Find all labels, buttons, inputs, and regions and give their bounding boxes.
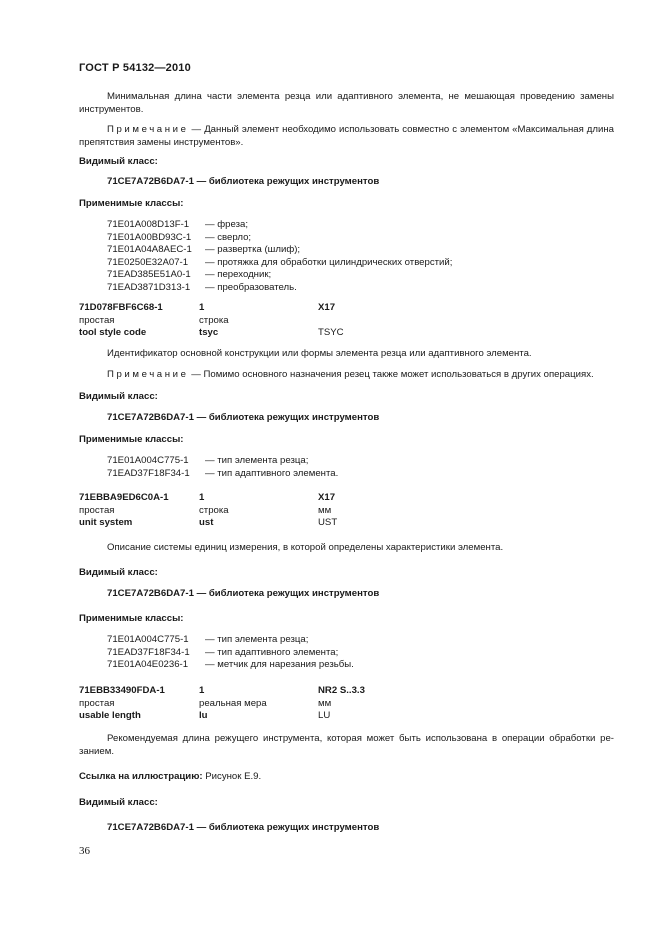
description-paragraph: Идентификатор основной конструкции или формы элемента резца или адаптивного элемента. bbox=[107, 348, 532, 359]
class-text: — тип элемента резца; bbox=[205, 455, 309, 466]
page-number: 36 bbox=[79, 845, 90, 857]
visible-class-value: 71CE7A72B6DA7-1 — библиотека режущих инструментов bbox=[107, 412, 380, 423]
class-text: — тип адаптивного элемента; bbox=[205, 646, 339, 658]
figure-reference-label: Ссылка на иллюстрацию: bbox=[79, 771, 203, 782]
visible-class-value: 71CE7A72B6DA7-1 — библиотека режущих инструментов bbox=[107, 176, 380, 187]
class-item bbox=[107, 455, 308, 468]
applicable-classes-label: Применимые классы: bbox=[79, 434, 184, 445]
property-row-id bbox=[79, 302, 619, 315]
note-label: Примечание bbox=[107, 124, 189, 135]
class-code: 71EAD3871D313-1 bbox=[107, 281, 191, 293]
visible-class-label: Видимый класс: bbox=[79, 391, 158, 402]
property-kind: простая bbox=[79, 314, 115, 326]
property-id: 71D078FBF6C68-1 bbox=[79, 302, 163, 313]
description-paragraph: Описание системы единиц измерения, в которой определены характеристики элемента. bbox=[107, 542, 504, 553]
class-text: — развертка (шлиф); bbox=[205, 244, 301, 255]
note-paragraph bbox=[79, 369, 614, 382]
class-text: — преобразователь. bbox=[205, 281, 297, 293]
visible-class-label: Видимый класс: bbox=[79, 567, 158, 578]
description-paragraph: Рекомендуемая длина режущего инструмента, которая может быть использована в операции обработки ре-занием. bbox=[79, 733, 614, 757]
class-code: 71EAD385E51A0-1 bbox=[107, 269, 191, 280]
class-item bbox=[107, 269, 271, 282]
property-name: tool style code bbox=[79, 327, 147, 338]
visible-class-value: 71CE7A72B6DA7-1 — библиотека режущих инструментов bbox=[107, 822, 380, 833]
property-code: UST bbox=[318, 517, 338, 528]
property-short-name: lu bbox=[199, 710, 208, 721]
property-format: X17 bbox=[318, 492, 336, 503]
property-kind: простая bbox=[79, 504, 115, 516]
class-code: 71E01A008D13F-1 bbox=[107, 219, 190, 230]
class-item bbox=[107, 257, 452, 270]
note-dash: — bbox=[188, 124, 205, 135]
visible-class-label: Видимый класс: bbox=[79, 797, 158, 808]
property-id: 71EBBA9ED6C0A-1 bbox=[79, 492, 169, 503]
property-unit: мм bbox=[318, 697, 332, 709]
property-format: NR2 S..3.3 bbox=[318, 685, 365, 696]
class-text: — метчик для нарезания резьбы. bbox=[205, 659, 354, 670]
property-name: usable length bbox=[79, 710, 141, 721]
class-item bbox=[107, 282, 297, 295]
visible-class-value: 71CE7A72B6DA7-1 — библиотека режущих инструментов bbox=[107, 588, 380, 599]
property-name: unit system bbox=[79, 517, 133, 528]
document-header: ГОСТ Р 54132—2010 bbox=[79, 62, 191, 74]
property-format: X17 bbox=[318, 302, 336, 313]
class-code: 71EAD37F18F34-1 bbox=[107, 646, 190, 658]
class-code: 71E01A04E0236-1 bbox=[107, 659, 189, 670]
property-short-name: tsyc bbox=[199, 327, 219, 338]
property-row-name bbox=[79, 327, 619, 340]
class-text: — сверло; bbox=[205, 231, 252, 243]
class-text: — тип адаптивного элемента. bbox=[205, 467, 339, 479]
class-item bbox=[107, 244, 300, 257]
note-dash: — bbox=[188, 369, 204, 380]
class-code: 71E01A004C775-1 bbox=[107, 455, 189, 466]
applicable-classes-label: Применимые классы: bbox=[79, 613, 184, 624]
class-text: — фреза; bbox=[205, 219, 249, 230]
property-short-name: ust bbox=[199, 517, 214, 528]
property-kind: простая bbox=[79, 697, 115, 709]
property-count: 1 bbox=[199, 685, 205, 696]
figure-reference bbox=[79, 771, 261, 784]
note-text: Помимо основного назначения резец также может использоваться в других операциях. bbox=[203, 369, 594, 380]
class-item bbox=[107, 647, 338, 660]
property-count: 1 bbox=[199, 492, 205, 503]
note-label: Примечание bbox=[107, 369, 189, 380]
class-code: 71E0250E32A07-1 bbox=[107, 256, 189, 268]
property-id: 71EBB33490FDA-1 bbox=[79, 685, 165, 696]
class-code: 71E01A00BD93C-1 bbox=[107, 231, 192, 243]
note-paragraph bbox=[79, 124, 614, 149]
property-datatype: строка bbox=[199, 314, 229, 326]
class-text: — переходник; bbox=[205, 269, 272, 280]
applicable-classes-label: Применимые классы: bbox=[79, 198, 184, 209]
property-datatype: строка bbox=[199, 504, 229, 516]
property-count: 1 bbox=[199, 302, 205, 313]
description-paragraph: Минимальная длина части элемента резца или адаптивного элемента, не мешающая проведению замены инструментов. bbox=[79, 91, 614, 115]
property-row-id bbox=[79, 685, 619, 698]
class-item bbox=[107, 468, 338, 481]
class-item bbox=[107, 634, 308, 647]
class-text: — протяжка для обработки цилиндрических отверстий; bbox=[205, 256, 453, 268]
class-code: 71E01A004C775-1 bbox=[107, 634, 189, 645]
property-row-type bbox=[79, 698, 619, 711]
class-item bbox=[107, 219, 248, 232]
class-code: 71E01A04A8AEC-1 bbox=[107, 244, 192, 255]
class-code: 71EAD37F18F34-1 bbox=[107, 467, 190, 479]
note-text: Данный элемент необходимо использовать совместно с элементом «Максимальная длина препятствия замены инструментов». bbox=[79, 124, 614, 148]
class-text: — тип элемента резца; bbox=[205, 634, 309, 645]
property-code: TSYC bbox=[318, 327, 344, 338]
property-datatype: реальная мера bbox=[199, 697, 267, 709]
class-item bbox=[107, 232, 251, 245]
visible-class-label: Видимый класс: bbox=[79, 156, 158, 167]
property-row-name bbox=[79, 517, 619, 530]
property-row-id bbox=[79, 492, 619, 505]
figure-reference-value: Рисунок Е.9. bbox=[202, 771, 262, 782]
property-row-type bbox=[79, 315, 619, 328]
class-item bbox=[107, 659, 354, 672]
property-unit: мм bbox=[318, 504, 332, 516]
property-code: LU bbox=[318, 710, 331, 721]
property-row-name bbox=[79, 710, 619, 723]
property-row-type bbox=[79, 505, 619, 518]
